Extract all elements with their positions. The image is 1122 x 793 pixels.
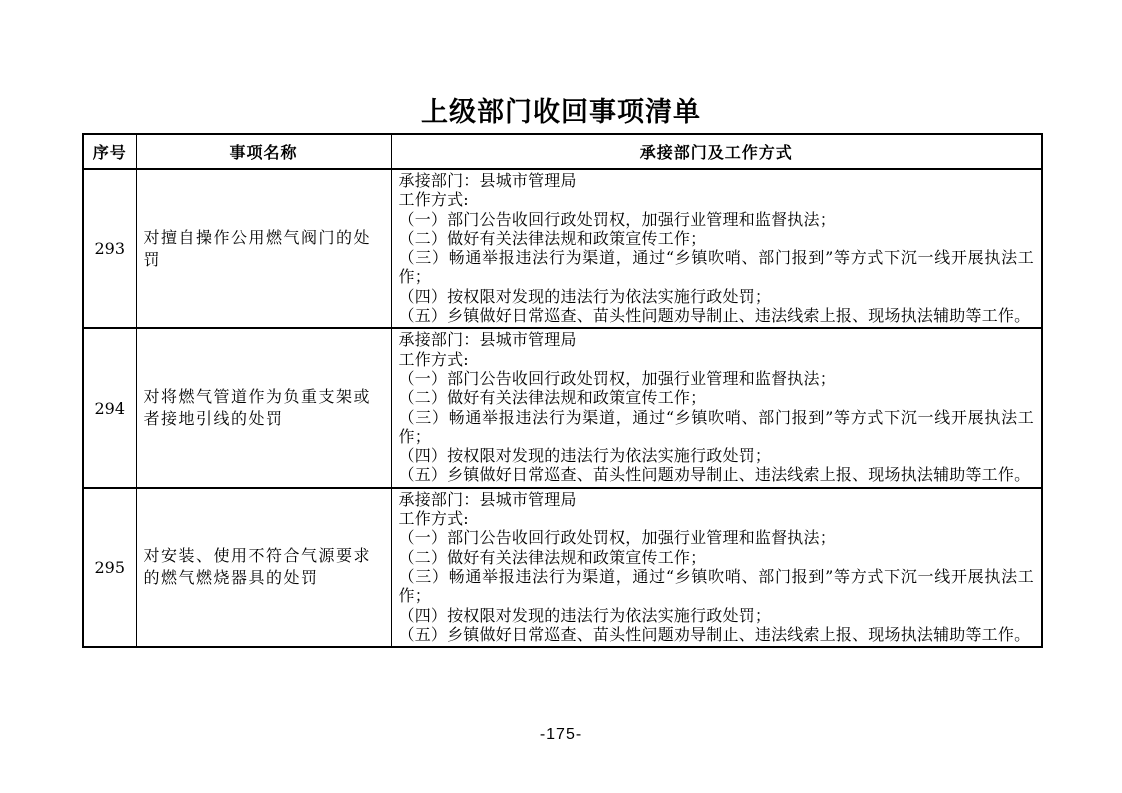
item-name-cell: 对擅自操作公用燃气阀门的处罚 — [136, 169, 391, 328]
work-method-item: （二）做好有关法律法规和政策宣传工作； — [398, 388, 707, 408]
page-title: 上级部门收回事项清单 — [421, 97, 701, 128]
item-name-cell: 对安装、使用不符合气源要求的燃气燃烧器具的处罚 — [136, 488, 391, 647]
serial-number-cell: 294 — [83, 328, 136, 487]
header-serial-number: 序号 — [83, 134, 136, 169]
work-method-item: （四）按权限对发现的违法行为依法实施行政处罚； — [398, 286, 772, 306]
work-method-item: （一）部门公告收回行政处罚权，加强行业管理和监督执法； — [398, 528, 836, 548]
table-row — [83, 328, 1042, 487]
header-department-method: 承接部门及工作方式 — [391, 134, 1042, 169]
work-method-heading: 工作方式: — [398, 509, 469, 529]
serial-number-cell: 293 — [83, 169, 136, 328]
serial-number-cell: 295 — [83, 488, 136, 647]
work-method-item: （一）部门公告收回行政处罚权，加强行业管理和监督执法； — [398, 209, 836, 229]
department-line: 承接部门：县城市管理局 — [398, 489, 577, 509]
items-table — [82, 133, 1043, 648]
department-line: 承接部门：县城市管理局 — [398, 171, 577, 190]
work-method-item: （一）部门公告收回行政处罚权，加强行业管理和监督执法； — [398, 368, 836, 388]
work-method-item: （三）畅通举报违法行为渠道，通过“乡镇吹哨、部门报到”等方式下沉一线开展执法工作； — [398, 248, 1034, 287]
work-method-item: （三）畅通举报违法行为渠道，通过“乡镇吹哨、部门报到”等方式下沉一线开展执法工作； — [398, 407, 1034, 446]
work-method-item: （五）乡镇做好日常巡查、苗头性问题劝导制止、违法线索上报、现场执法辅助等工作。 — [398, 624, 1031, 644]
department-line: 承接部门：县城市管理局 — [398, 330, 577, 350]
work-method-item: （五）乡镇做好日常巡查、苗头性问题劝导制止、违法线索上报、现场执法辅助等工作。 — [398, 306, 1031, 326]
page-number: -175- — [539, 726, 583, 743]
work-method-item: （三）畅通举报违法行为渠道，通过“乡镇吹哨、部门报到”等方式下沉一线开展执法工作； — [398, 566, 1034, 606]
work-method-item: （二）做好有关法律法规和政策宣传工作； — [398, 228, 707, 248]
work-method-heading: 工作方式: — [398, 349, 469, 369]
work-method-item: （二）做好有关法律法规和政策宣传工作； — [398, 547, 707, 567]
department-method-cell — [391, 328, 1042, 487]
work-method-item: （四）按权限对发现的违法行为依法实施行政处罚； — [398, 446, 772, 466]
work-method-heading: 工作方式: — [398, 190, 469, 210]
work-method-item: （四）按权限对发现的违法行为依法实施行政处罚； — [398, 605, 772, 625]
department-method-cell — [391, 169, 1042, 328]
table-row — [83, 169, 1042, 328]
department-method-cell — [391, 488, 1042, 647]
header-item-name: 事项名称 — [136, 134, 391, 169]
work-method-item: （五）乡镇做好日常巡查、苗头性问题劝导制止、违法线索上报、现场执法辅助等工作。 — [398, 465, 1031, 485]
item-name-cell: 对将燃气管道作为负重支架或者接地引线的处罚 — [136, 328, 391, 487]
table-row — [83, 488, 1042, 647]
table-header-row — [83, 134, 1042, 169]
